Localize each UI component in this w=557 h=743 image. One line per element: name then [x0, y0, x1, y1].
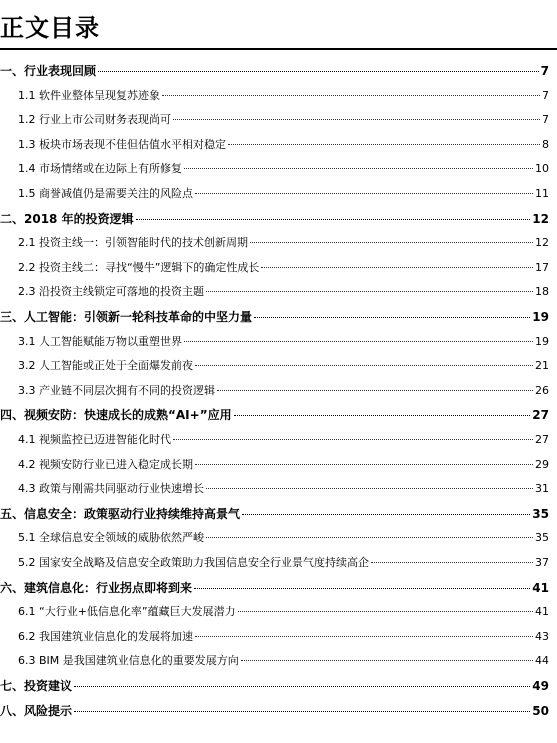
toc-entry-page: 10 [535, 162, 549, 176]
toc-section[interactable] [0, 529, 549, 545]
toc-chapter[interactable] [0, 677, 549, 694]
toc-section[interactable] [0, 652, 549, 668]
dot-leader [238, 611, 533, 612]
toc-entry-page: 37 [535, 556, 549, 569]
toc-section[interactable] [0, 456, 549, 472]
toc-section[interactable] [0, 283, 549, 299]
toc-section[interactable] [0, 628, 549, 644]
toc-entry-page: 35 [535, 531, 549, 545]
dot-leader [162, 95, 540, 96]
toc-entry-label: 6.1 “大行业+低信息化率”蕴藏巨大发展潜力 [18, 605, 236, 619]
dot-leader [194, 588, 530, 589]
toc-chapter[interactable] [0, 579, 549, 596]
toc-chapter[interactable] [0, 62, 549, 79]
dot-leader [261, 267, 533, 268]
toc-entry-page: 27 [532, 408, 549, 423]
dot-leader [195, 365, 533, 366]
dot-leader [241, 660, 533, 661]
toc-entry-label: 四、视频安防：快速成长的成熟“AI+”应用 [0, 408, 232, 423]
toc-entry-label: 二、2018 年的投资逻辑 [0, 211, 134, 226]
toc-entry-page: 19 [532, 310, 549, 324]
toc-section[interactable] [0, 554, 549, 570]
dot-leader [371, 562, 533, 563]
toc-entry-label: 1.1 软件业整体呈现复苏迹象 [18, 88, 160, 102]
toc-section[interactable] [0, 185, 549, 201]
toc-entry-page: 12 [532, 211, 549, 226]
toc-entry-page: 35 [532, 506, 549, 521]
toc-entry-page: 12 [535, 236, 549, 250]
dot-leader [184, 168, 533, 169]
toc-section[interactable] [0, 603, 549, 619]
toc-entry-page: 27 [535, 433, 549, 446]
toc-entry-label: 三、人工智能：引领新一轮科技革命的中坚力量 [0, 310, 253, 324]
toc-entry-page: 50 [532, 703, 549, 718]
toc-entry-page: 7 [542, 88, 549, 102]
toc-chapter[interactable] [0, 308, 549, 325]
toc-entry-label: 3.2 人工智能或正处于全面爆发前夜 [18, 359, 193, 373]
toc-section[interactable] [0, 259, 549, 275]
toc-entry-page: 44 [535, 654, 549, 668]
toc-entry-label: 4.2 视频安防行业已进入稳定成长期 [18, 457, 193, 471]
toc-entry-page: 17 [535, 260, 549, 274]
dot-leader [206, 291, 533, 292]
toc-entry-label: 1.2 行业上市公司财务表现尚可 [18, 113, 171, 127]
toc-entry-page: 41 [532, 580, 549, 595]
dot-leader [74, 686, 530, 687]
toc-section[interactable] [0, 357, 549, 373]
toc-section[interactable] [0, 431, 549, 447]
toc-entry-page: 21 [535, 359, 549, 373]
toc-entry-label: 2.1 投资主线一：引领智能时代的技术创新周期 [18, 236, 248, 250]
toc-section[interactable] [0, 333, 549, 349]
dot-leader [254, 317, 530, 318]
toc-entry-page: 7 [542, 113, 549, 127]
toc-entry-label: 一、行业表现回顾 [0, 64, 97, 78]
toc-entry-page: 43 [535, 629, 549, 643]
dot-leader [242, 514, 530, 515]
toc-section[interactable] [0, 480, 549, 496]
toc-entry-label: 七、投资建议 [0, 679, 73, 693]
toc-chapter[interactable] [0, 210, 549, 227]
toc-entry-label: 2.2 投资主线二：寻找“慢牛”逻辑下的确定性成长 [18, 260, 260, 274]
toc-entry-label: 1.4 市场情绪或在边际上有所修复 [18, 162, 182, 176]
dot-leader [228, 144, 540, 145]
dot-leader [195, 193, 533, 194]
toc-entry-page: 26 [535, 383, 549, 397]
dot-leader [217, 390, 533, 391]
toc-chapter[interactable] [0, 702, 549, 719]
title-rule [0, 48, 557, 50]
dot-leader [250, 242, 533, 243]
toc-entry-label: 六、建筑信息化：行业拐点即将到来 [0, 580, 193, 595]
toc-entry-label: 五、信息安全：政策驱动行业持续维持高景气 [0, 506, 241, 521]
toc-entry-page: 8 [542, 137, 549, 151]
toc-section[interactable] [0, 160, 549, 176]
toc-entry-label: 6.2 我国建筑业信息化的发展将加速 [18, 629, 193, 643]
toc-entry-page: 29 [535, 457, 549, 471]
dot-leader [74, 711, 530, 712]
toc-entry-label: 2.3 沿投资主线锁定可落地的投资主题 [18, 285, 204, 299]
toc-section[interactable] [0, 382, 549, 398]
toc-section[interactable] [0, 111, 549, 127]
dot-leader [173, 119, 540, 120]
toc-chapter[interactable] [0, 505, 549, 522]
toc-entry-page: 19 [535, 334, 549, 348]
toc-section[interactable] [0, 87, 549, 103]
toc-entry-page: 31 [535, 482, 549, 496]
toc-entry-page: 7 [540, 64, 549, 78]
toc-entry-label: 八、风险提示 [0, 703, 73, 718]
dot-leader [195, 464, 533, 465]
dot-leader [184, 341, 533, 342]
toc-entry-label: 6.3 BIM 是我国建筑业信息化的重要发展方向 [18, 654, 239, 668]
toc-entry-label: 3.3 产业链不同层次拥有不同的投资逻辑 [18, 383, 215, 397]
toc-entry-label: 5.2 国家安全战略及信息安全政策助力我国信息安全行业景气度持续高企 [18, 556, 369, 569]
toc-entry-page: 11 [535, 187, 549, 200]
dot-leader [206, 537, 533, 538]
toc-chapter[interactable] [0, 406, 549, 423]
dot-leader [195, 636, 533, 637]
dot-leader [206, 488, 533, 489]
dot-leader [136, 219, 531, 220]
toc-entry-label: 3.1 人工智能赋能万物以重塑世界 [18, 334, 182, 348]
dot-leader [173, 439, 533, 440]
toc-entry-label: 4.3 政策与刚需共同驱动行业快速增长 [18, 482, 204, 496]
page-title: 正文目录 [0, 14, 100, 42]
toc-entry-label: 1.3 板块市场表现不佳但估值水平相对稳定 [18, 137, 226, 151]
toc-section[interactable] [0, 234, 549, 250]
toc-entry-page: 49 [532, 679, 549, 693]
toc-entry-page: 18 [535, 285, 549, 299]
toc-entry-page: 41 [535, 605, 549, 619]
toc-entry-label: 5.1 全球信息安全领域的威胁依然严峻 [18, 531, 204, 545]
toc-entry-label: 4.1 视频监控已迈进智能化时代 [18, 433, 171, 446]
dot-leader [234, 415, 531, 416]
toc-section[interactable] [0, 136, 549, 152]
toc-entry-label: 1.5 商誉减值仍是需要关注的风险点 [18, 187, 193, 200]
dot-leader [98, 71, 539, 72]
